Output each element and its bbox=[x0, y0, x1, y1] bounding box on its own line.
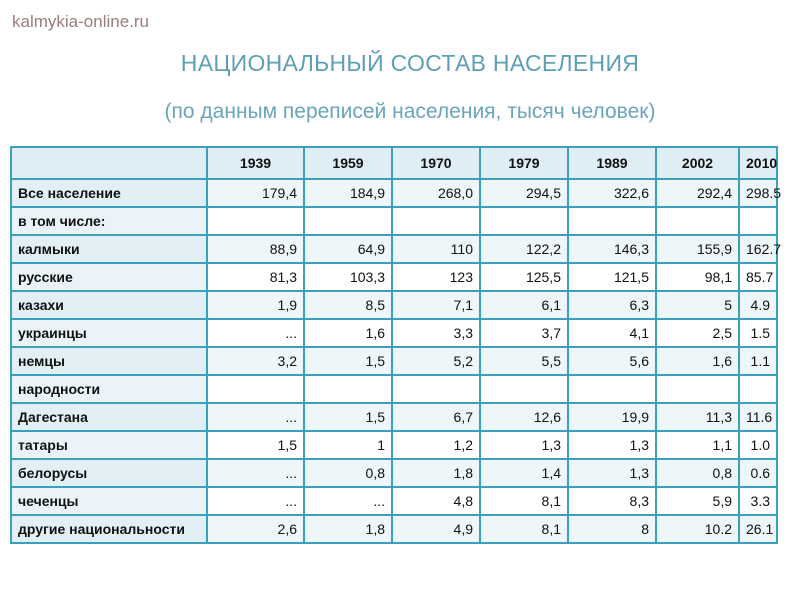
table-cell: 2,6 bbox=[207, 515, 304, 543]
table-cell: 81,3 bbox=[207, 263, 304, 291]
table-cell: 8,5 bbox=[304, 291, 392, 319]
header-cell-label bbox=[11, 147, 207, 179]
table-cell: 10.2 bbox=[656, 515, 739, 543]
header-cell-year: 2010 bbox=[739, 147, 777, 179]
table-row bbox=[11, 515, 777, 543]
page-title: НАЦИОНАЛЬНЫЙ СОСТАВ НАСЕЛЕНИЯ bbox=[180, 50, 640, 76]
table-cell bbox=[739, 207, 777, 235]
table-cell: 1,3 bbox=[568, 459, 656, 487]
row-label: Дагестана bbox=[11, 403, 207, 431]
table-cell: 292,4 bbox=[656, 179, 739, 207]
table-cell: 5,9 bbox=[656, 487, 739, 515]
table-cell: 1,3 bbox=[568, 431, 656, 459]
table-cell: 6,1 bbox=[480, 291, 568, 319]
table-cell: 123 bbox=[392, 263, 480, 291]
table-cell: 122,2 bbox=[480, 235, 568, 263]
table-cell bbox=[568, 207, 656, 235]
table-row bbox=[11, 431, 777, 459]
table-cell: 1.1 bbox=[739, 347, 777, 375]
row-label: татары bbox=[11, 431, 207, 459]
table-cell: 162.7 bbox=[739, 235, 777, 263]
header-cell-year: 1959 bbox=[304, 147, 392, 179]
table-cell: 1,6 bbox=[304, 319, 392, 347]
table-cell: 1,2 bbox=[392, 431, 480, 459]
row-label: немцы bbox=[11, 347, 207, 375]
header-cell-year: 1979 bbox=[480, 147, 568, 179]
row-label: казахи bbox=[11, 291, 207, 319]
table-cell: 19,9 bbox=[568, 403, 656, 431]
table-cell: 7,1 bbox=[392, 291, 480, 319]
row-label: чеченцы bbox=[11, 487, 207, 515]
table-cell: 1,6 bbox=[656, 347, 739, 375]
table-row bbox=[11, 487, 777, 515]
table-row bbox=[11, 459, 777, 487]
table-row bbox=[11, 263, 777, 291]
table-cell: 4,1 bbox=[568, 319, 656, 347]
table-row bbox=[11, 319, 777, 347]
table-cell: 5 bbox=[656, 291, 739, 319]
table-row bbox=[11, 207, 777, 235]
table-cell: 179,4 bbox=[207, 179, 304, 207]
table-cell: 146,3 bbox=[568, 235, 656, 263]
table-cell: 4,9 bbox=[392, 515, 480, 543]
table-cell: 1.5 bbox=[739, 319, 777, 347]
table-cell: 322,6 bbox=[568, 179, 656, 207]
table-cell: ... bbox=[207, 319, 304, 347]
table-cell: 298.5 bbox=[739, 179, 777, 207]
table-cell: 3.3 bbox=[739, 487, 777, 515]
table-cell: 0,8 bbox=[304, 459, 392, 487]
header-cell-year: 2002 bbox=[656, 147, 739, 179]
row-label: в том числе: bbox=[11, 207, 207, 235]
table-cell: 184,9 bbox=[304, 179, 392, 207]
row-label: Все население bbox=[11, 179, 207, 207]
table-cell: 11,3 bbox=[656, 403, 739, 431]
table-cell: 8,1 bbox=[480, 487, 568, 515]
site-url: kalmykia-online.ru bbox=[12, 12, 149, 31]
table-cell: 8,1 bbox=[480, 515, 568, 543]
table-cell: 5,5 bbox=[480, 347, 568, 375]
table-cell bbox=[207, 207, 304, 235]
table-cell bbox=[392, 207, 480, 235]
table-body bbox=[11, 179, 782, 543]
row-label: белорусы bbox=[11, 459, 207, 487]
table-cell bbox=[568, 375, 656, 403]
table-cell: 1,8 bbox=[392, 459, 480, 487]
table-cell: 85.7 bbox=[739, 263, 777, 291]
table-cell: 1,9 bbox=[207, 291, 304, 319]
table-cell: 155,9 bbox=[656, 235, 739, 263]
table-cell: 0.6 bbox=[739, 459, 777, 487]
table-cell: ... bbox=[304, 487, 392, 515]
header-cell-year: 1970 bbox=[392, 147, 480, 179]
table-cell bbox=[480, 207, 568, 235]
table-cell: 2,5 bbox=[656, 319, 739, 347]
table-cell: 1 bbox=[304, 431, 392, 459]
table-cell: 3,7 bbox=[480, 319, 568, 347]
table-cell: 1.0 bbox=[739, 431, 777, 459]
table-cell: 4,8 bbox=[392, 487, 480, 515]
page-subtitle: (по данным переписей населения, тысяч человек) bbox=[164, 100, 656, 123]
header-cell-year: 1989 bbox=[568, 147, 656, 179]
table-cell: 1,5 bbox=[304, 347, 392, 375]
table-cell: ... bbox=[207, 487, 304, 515]
table-cell bbox=[656, 375, 739, 403]
table-cell: 125,5 bbox=[480, 263, 568, 291]
table-cell: 0,8 bbox=[656, 459, 739, 487]
table-cell: 8,3 bbox=[568, 487, 656, 515]
table-cell: ... bbox=[207, 459, 304, 487]
table-row bbox=[11, 291, 777, 319]
table-cell: 1,5 bbox=[207, 431, 304, 459]
table-cell bbox=[304, 207, 392, 235]
header-cell-year: 1939 bbox=[207, 147, 304, 179]
table-cell: 268,0 bbox=[392, 179, 480, 207]
table-cell: 1,4 bbox=[480, 459, 568, 487]
table-cell bbox=[656, 207, 739, 235]
row-label: русские bbox=[11, 263, 207, 291]
table-cell: 6,3 bbox=[568, 291, 656, 319]
table-row bbox=[11, 375, 777, 403]
row-label: калмыки bbox=[11, 235, 207, 263]
table-cell: 3,2 bbox=[207, 347, 304, 375]
table-row bbox=[11, 403, 777, 431]
table-cell: 1,3 bbox=[480, 431, 568, 459]
table-cell: 294,5 bbox=[480, 179, 568, 207]
table-cell: 88,9 bbox=[207, 235, 304, 263]
table-cell: 5,6 bbox=[568, 347, 656, 375]
table-cell: 121,5 bbox=[568, 263, 656, 291]
table-cell: 64,9 bbox=[304, 235, 392, 263]
table-cell: 103,3 bbox=[304, 263, 392, 291]
table-cell: ... bbox=[207, 403, 304, 431]
table-cell: 6,7 bbox=[392, 403, 480, 431]
table-cell: 4.9 bbox=[739, 291, 777, 319]
table-row bbox=[11, 179, 777, 207]
table-cell: 8 bbox=[568, 515, 656, 543]
table-cell: 11.6 bbox=[739, 403, 777, 431]
table-cell: 1,8 bbox=[304, 515, 392, 543]
table-cell: 3,3 bbox=[392, 319, 480, 347]
table-cell bbox=[480, 375, 568, 403]
table-cell: 110 bbox=[392, 235, 480, 263]
table-cell: 26.1 bbox=[739, 515, 777, 543]
table-row bbox=[11, 235, 777, 263]
table-cell: 1,1 bbox=[656, 431, 739, 459]
table-cell bbox=[207, 375, 304, 403]
population-table bbox=[10, 146, 782, 544]
table-cell: 98,1 bbox=[656, 263, 739, 291]
row-label: другие национальности bbox=[11, 515, 207, 543]
table-cell bbox=[392, 375, 480, 403]
table-cell bbox=[739, 375, 777, 403]
table-cell: 12,6 bbox=[480, 403, 568, 431]
row-label: народности bbox=[11, 375, 207, 403]
row-label: украинцы bbox=[11, 319, 207, 347]
table-cell: 1,5 bbox=[304, 403, 392, 431]
table-header-row bbox=[11, 147, 777, 179]
table-cell bbox=[304, 375, 392, 403]
table-cell: 5,2 bbox=[392, 347, 480, 375]
table-row bbox=[11, 347, 777, 375]
